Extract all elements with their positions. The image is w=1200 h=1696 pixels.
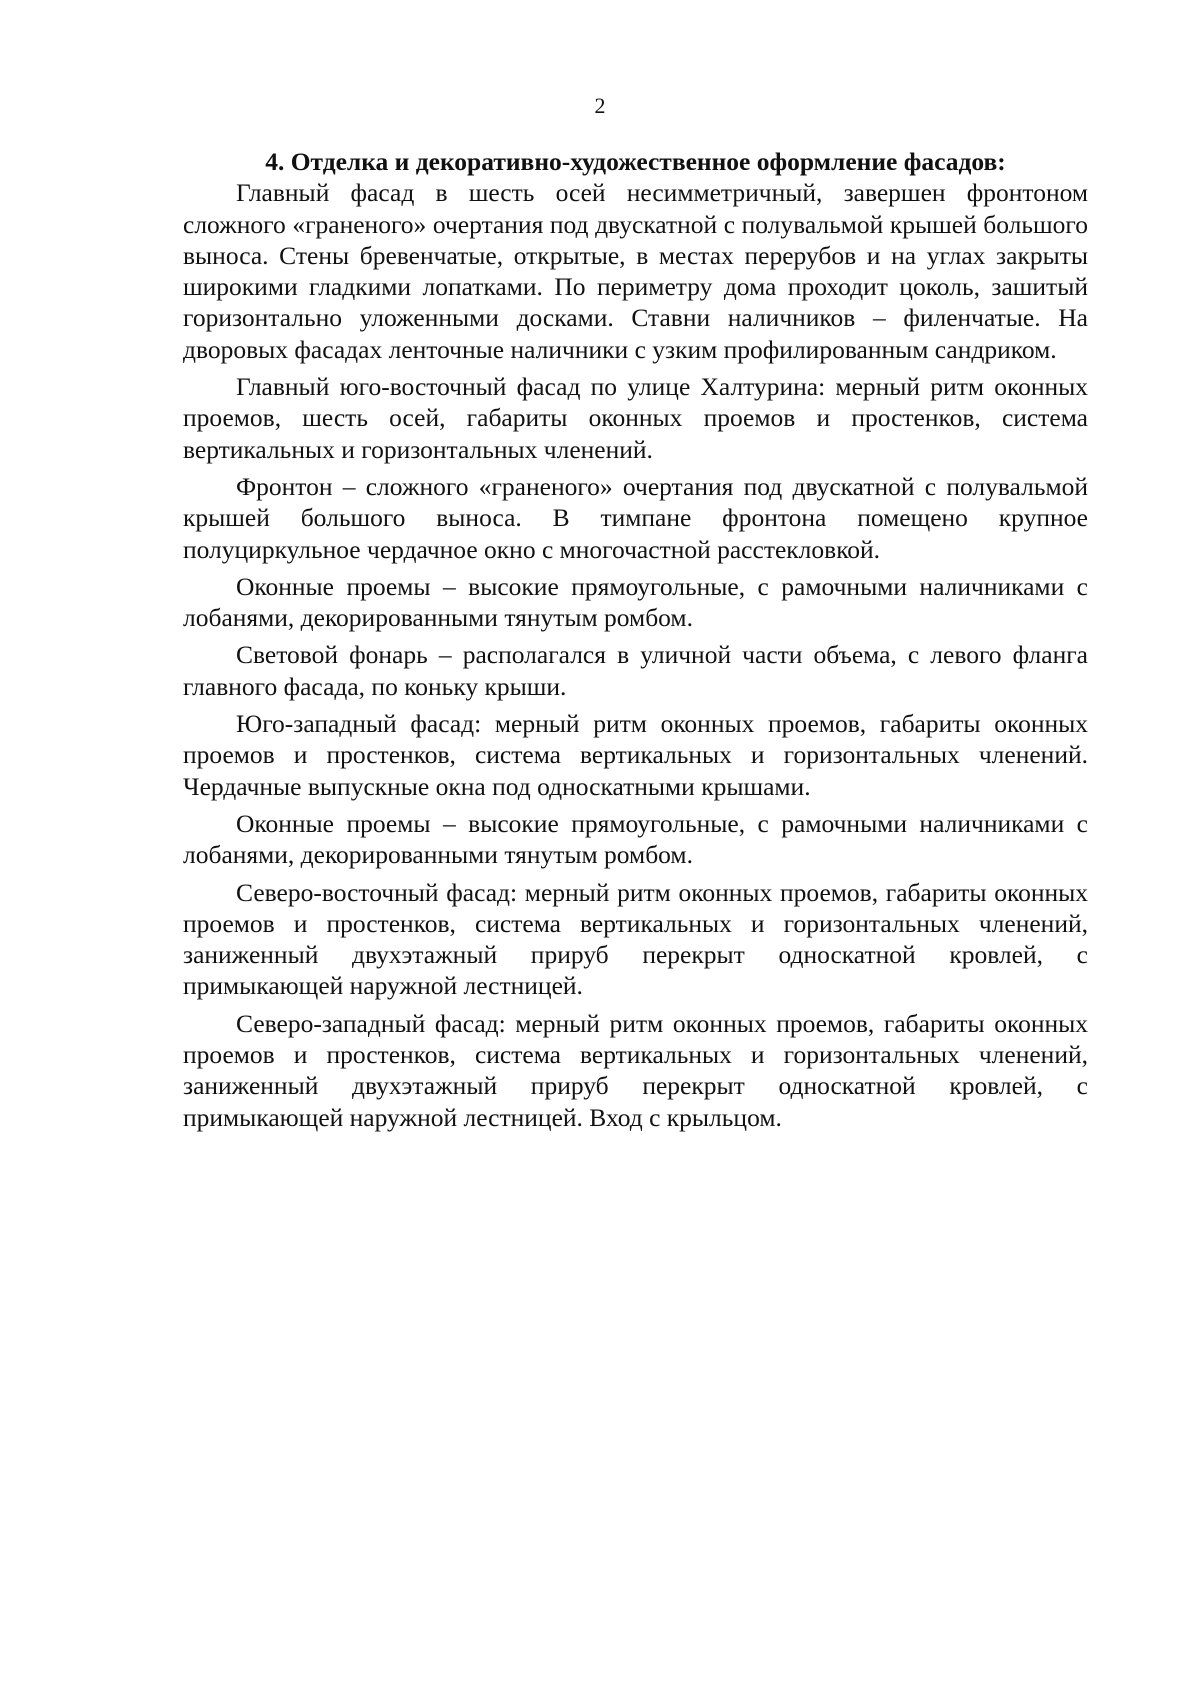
paragraph-northwest-facade: Северо-западный фасад: мерный ритм оконных проемов, габариты оконных проемов и простенков, система вертикальных и горизонтальных членений, заниженный двухэтажный прируб перекрыт односкатной кровлей, с примыкающей наружной лестницей. Вход с крыльцом. <box>183 1008 1088 1132</box>
paragraph-southeast-facade: Главный юго-восточный фасад по улице Халтурина: мерный ритм оконных проемов, шесть осей, габариты оконных проемов и простенков, система вертикальных и горизонтальных членений. <box>183 372 1088 464</box>
paragraph-main-facade: Главный фасад в шесть осей несимметричный, завершен фронтоном сложного «граненого» очертания под двускатной с полувальмой крышей большого выноса. Стены бревенчатые, открытые, в местах перерубов и на углах закрыты широкими гладкими лопатками. По периметру дома проходит цоколь, зашитый горизонтально уложенными досками. Ставни наличников – филенчатые. На дворовых фасадах ленточные наличники с узким профилированным сандриком. <box>183 178 1088 364</box>
paragraph-southwest-facade: Юго-западный фасад: мерный ритм оконных проемов, габариты оконных проемов и простенков, система вертикальных и горизонтальных членений. Чердачные выпускные окна под односкатными крышами. <box>183 709 1088 801</box>
paragraph-window-openings-2: Оконные проемы – высокие прямоугольные, с рамочными наличниками с лобанями, декорированными тянутым ромбом. <box>183 808 1088 870</box>
paragraph-window-openings: Оконные проемы – высокие прямоугольные, с рамочными наличниками с лобанями, декорированными тянутым ромбом. <box>183 571 1088 633</box>
paragraph-pediment: Фронтон – сложного «граненого» очертания под двускатной с полувальмой крышей большого выноса. В тимпане фронтона помещено крупное полуциркульное чердачное окно с многочастной расстекловкой. <box>183 471 1088 564</box>
document-body <box>183 146 1088 1133</box>
section-heading: 4. Отделка и декоративно-художественное оформление фасадов: <box>265 147 1006 176</box>
paragraph-northeast-facade: Северо-восточный фасад: мерный ритм оконных проемов, габариты оконных проемов и простенков, система вертикальных и горизонтальных членений, заниженный двухэтажный прируб перекрыт односкатной кровлей, с примыкающей наружной лестницей. <box>183 877 1088 1001</box>
page-number: 2 <box>594 93 606 118</box>
paragraph-skylight: Световой фонарь – располагался в уличной части объема, с левого фланга главного фасада, по коньку крыши. <box>183 640 1088 701</box>
